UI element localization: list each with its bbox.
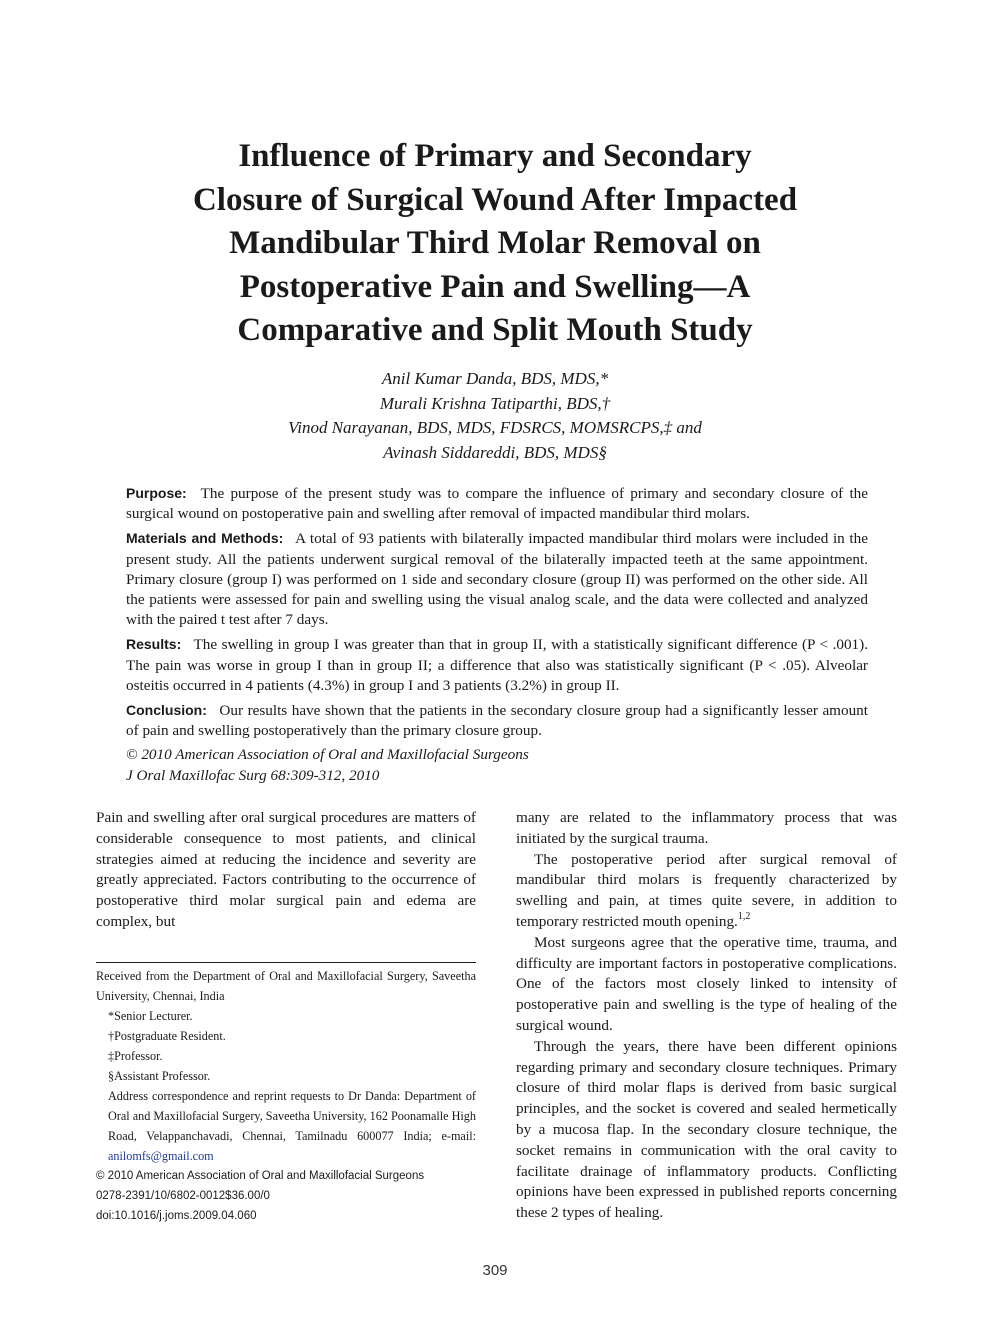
- methods-text: A total of 93 patients with bilaterally impacted mandibular third molars were included in the present study. All the patients underwent surgical removal of the bilaterally impacted teeth at the same appointment. Primary closure (group I) was performed on 1 side and secondary closure (group II) was performed on the other side. All the patients were assessed for pain and swelling using the visual analog scale, and the data were collected and analyzed with the paired t test after 7 days.: [126, 530, 868, 629]
- footnote-postgrad: †Postgraduate Resident.: [108, 1029, 226, 1043]
- footnote-doi[interactable]: doi:10.1016/j.joms.2009.04.060: [96, 1210, 257, 1222]
- body-paragraph: many are related to the inflammatory process that was initiated by the surgical trauma.: [516, 809, 897, 847]
- conclusion-text: Our results have shown that the patients in the secondary closure group had a significantly lesser amount of pain and swelling postoperatively than the primary closure group.: [126, 702, 868, 740]
- abstract-methods: [126, 528, 868, 630]
- abstract-results: [126, 634, 868, 696]
- author: Avinash Siddareddi, BDS, MDS§: [383, 442, 607, 462]
- email-link[interactable]: anilomfs@gmail.com: [108, 1149, 214, 1163]
- abstract-citation: J Oral Maxillofac Surg 68:309-312, 2010: [126, 766, 380, 784]
- purpose-label: Purpose:: [126, 485, 187, 501]
- footnote-issn: 0278-2391/10/6802-0012$36.00/0: [96, 1190, 270, 1202]
- title-line: Postoperative Pain and Swelling—A: [239, 268, 751, 305]
- body-column-right: [516, 808, 897, 1224]
- author: Vinod Narayanan, BDS, MDS, FDSRCS, MOMSRCPS,‡ and: [288, 418, 702, 437]
- footnote-senior: *Senior Lecturer.: [108, 1009, 193, 1023]
- body-paragraph: Most surgeons agree that the operative time, trauma, and difficulty are important factors in postoperative complications. One of the factors most closely linked to intensity of postoperative pain and swelling is the type of healing of the surgical wound.: [516, 933, 897, 1034]
- body-paragraph: Through the years, there have been different opinions regarding primary and secondary closure techniques. Primary closure of third molar flaps is derived from basic surgical principles, and the socket is covered and sealed hermetically by a mucosa flap. In the secondary closure technique, the socket remains in communication with the oral cavity to facilitate drainage of inflammatory products. Conflicting opinions have been expressed in published reports concerning these 2 types of healing.: [516, 1037, 897, 1222]
- title-line: Comparative and Split Mouth Study: [237, 312, 753, 348]
- footnote-professor: ‡Professor.: [108, 1049, 163, 1063]
- author: Anil Kumar Danda, BDS, MDS,*: [381, 369, 609, 388]
- title-line: Influence of Primary and Secondary: [238, 138, 752, 174]
- page-number: 309: [482, 1262, 508, 1279]
- footnotes: [96, 966, 476, 1226]
- results-label: Results:: [126, 636, 182, 653]
- body-column-left: [96, 808, 476, 933]
- title-line: Mandibular Third Molar Removal on: [229, 225, 761, 261]
- body-paragraph: Pain and swelling after oral surgical procedures are matters of considerable consequence to most patients, and clinical strategies aimed at reducing the incidence and severity are greatly appreciated. Factors contributing to the occurrence of postoperative third molar surgical pain and edema are complex, but: [96, 809, 476, 930]
- conclusion-label: Conclusion:: [126, 702, 207, 719]
- author-list: [150, 367, 840, 465]
- author: Murali Krishna Tatiparthi, BDS,†: [379, 393, 611, 413]
- footnote-received: Received from the Department of Oral and Maxillofacial Surgery, Saveetha University, Chennai, India: [96, 969, 476, 1003]
- address-text: Address correspondence and reprint requests to Dr Danda: Department of Oral and Maxillofacial Surgery, Saveetha University, 162 Poonamalle High Road, Velappanchavadi, Chennai, Tamilnadu 600077 India; e-mail:: [108, 1089, 476, 1143]
- abstract: [126, 483, 868, 786]
- footnote-copyright: © 2010 American Association of Oral and Maxillofacial Surgeons: [96, 1170, 425, 1182]
- footnote-address: [96, 1086, 476, 1166]
- methods-label: Materials and Methods:: [126, 530, 284, 547]
- abstract-purpose: [126, 483, 868, 524]
- results-text: The swelling in group I was greater than that in group II, with a statistically significant difference (P < .001). The pain was worse in group I than in group II; a difference that also was statistically significant (P < .05). Alveolar osteitis occurred in 4 patients (4.3%) in group I and 3 patients (3.2%) in group II.: [126, 636, 868, 694]
- title-line: Closure of Surgical Wound After Impacted: [192, 181, 798, 218]
- footnote-divider: [96, 962, 476, 963]
- purpose-text: The purpose of the present study was to compare the influence of primary and secondary closure of the surgical wound on postoperative pain and swelling after removal of impacted mandibular third molars.: [126, 485, 868, 523]
- reference-link[interactable]: 1,2: [737, 910, 751, 922]
- article-title: [100, 135, 890, 353]
- body-paragraph-text: The postoperative period after surgical removal of mandibular third molars is frequently characterized by swelling and pain, at times quite severe, in addition to temporary restricted mouth opening.: [516, 850, 897, 930]
- footnote-assistant: §Assistant Professor.: [108, 1069, 211, 1083]
- body-paragraph: [516, 850, 897, 933]
- abstract-conclusion: [126, 700, 868, 741]
- abstract-copyright: © 2010 American Association of Oral and Maxillofacial Surgeons: [126, 746, 529, 764]
